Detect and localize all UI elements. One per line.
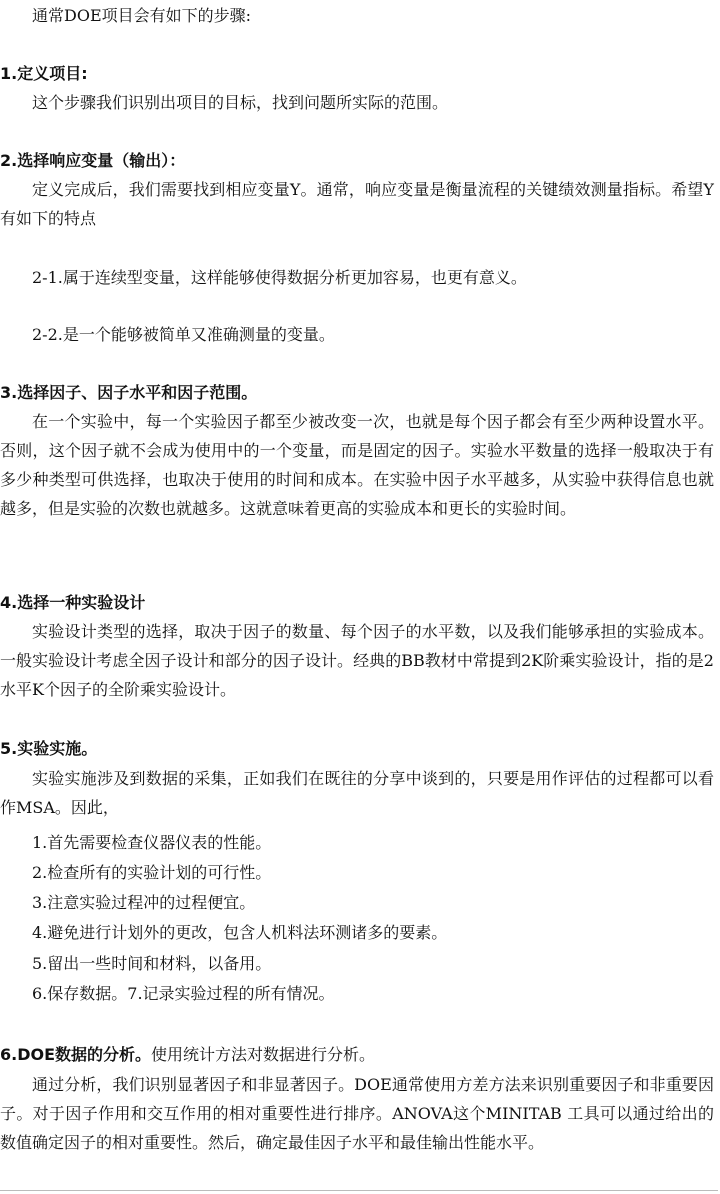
section-2-item-2: 2-2.是一个能够被简单又准确测量的变量。 xyxy=(32,325,335,344)
bottom-divider xyxy=(0,1190,718,1191)
section-5-item-3: 3.注意实验过程冲的过程便宜。 xyxy=(32,893,256,912)
section-5-item-1: 1.首先需要检查仪器仪表的性能。 xyxy=(32,833,272,852)
section-5-item-2: 2.检查所有的实验计划的可行性。 xyxy=(32,863,272,882)
section-2-body: 定义完成后，我们需要找到相应变量Y。通常，响应变量是衡量流程的关键绩效测量指标。希望Y有如下的特点 xyxy=(0,180,714,228)
section-3-title: 3.选择因子、因子水平和因子范围。 xyxy=(0,383,258,402)
section-3-body: 在一个实验中，每一个实验因子都至少被改变一次，也就是每个因子都会有至少两种设置水平。否则，这个因子就不会成为使用中的一个变量，而是固定的因子。实验水平数量的选择一般取决于有多少种类型可供选择，也取决于使用的时间和成本。在实验中因子水平越多，从实验中获得信息也就越多，但是实验的次数也就越多。这就意味着更高的实验成本和更长的实验时间。 xyxy=(0,412,714,518)
section-6-title-line xyxy=(0,1040,716,1070)
section-2-title: 2.选择响应变量（输出）： xyxy=(0,151,186,170)
section-5-title: 5.实验实施。 xyxy=(0,739,98,758)
section-1-body: 这个步骤我们识别出项目的目标，找到问题所实际的范围。 xyxy=(32,93,449,112)
intro-text: 通常DOE项目会有如下的步骤: xyxy=(32,6,252,25)
section-5-item-5: 5.留出一些时间和材料，以备用。 xyxy=(32,954,272,973)
section-6-body: 通过分析，我们识别显著因子和非显著因子。DOE通常使用方差方法来识别重要因子和非重要因子。对于因子作用和交互作用的相对重要性进行排序。ANOVA这个MINITAB 工具可以通过给出的数值确定因子的相对重要性。然后，确定最佳因子水平和最佳输出性能水平。 xyxy=(0,1075,714,1152)
section-5-item-4: 4.避免进行计划外的更改，包含人机料法环测诸多的要素。 xyxy=(32,923,448,942)
section-2-item-1: 2-1.属于连续型变量，这样能够使得数据分析更加容易，也更有意义。 xyxy=(32,268,527,287)
section-4-title: 4.选择一种实验设计 xyxy=(0,593,146,612)
section-6-title: 6.DOE数据的分析。 xyxy=(0,1045,152,1064)
section-6-title-tail: 使用统计方法对数据进行分析。 xyxy=(151,1045,376,1064)
section-5-body: 实验实施涉及到数据的采集，正如我们在既往的分享中谈到的，只要是用作评估的过程都可以看作MSA。因此， xyxy=(0,769,714,817)
section-4-body: 实验设计类型的选择，取决于因子的数量、每个因子的水平数，以及我们能够承担的实验成本。一般实验设计考虑全因子设计和部分的因子设计。经典的BB教材中常提到2K阶乘实验设计，指的是2水平K个因子的全阶乘实验设计。 xyxy=(0,622,714,699)
section-5-item-6: 6.保存数据。7.记录实验过程的所有情况。 xyxy=(32,984,335,1003)
section-1-title: 1.定义项目: xyxy=(0,64,88,83)
